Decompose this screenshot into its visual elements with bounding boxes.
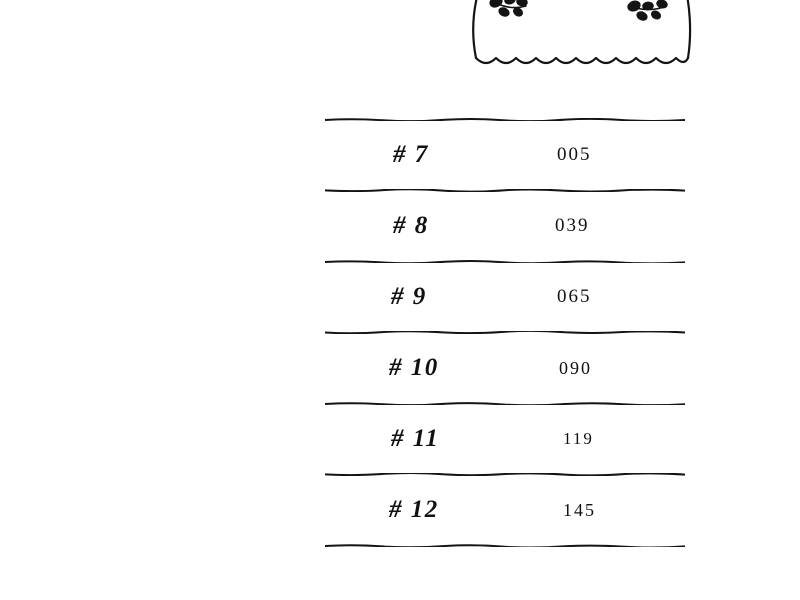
decorative-header-drawing (440, 0, 720, 68)
page-number: 039 (555, 215, 590, 236)
page-number: 065 (557, 286, 592, 307)
table-row[interactable] (325, 121, 685, 189)
table-row[interactable] (325, 192, 685, 260)
page-number: 145 (563, 499, 596, 520)
table-row[interactable] (325, 405, 685, 473)
table-row[interactable] (325, 476, 685, 544)
chapter-label: # 10 (389, 354, 439, 381)
toc-divider (325, 544, 685, 547)
table-row[interactable] (325, 334, 685, 402)
chapter-label: # 9 (391, 283, 427, 310)
chapter-label: # 11 (391, 425, 440, 452)
table-of-contents (325, 118, 685, 547)
chapter-label: # 12 (389, 496, 439, 523)
table-row[interactable] (325, 263, 685, 331)
chapter-label: # 8 (393, 212, 429, 239)
page-number: 119 (563, 429, 594, 448)
page-number: 005 (557, 144, 592, 165)
page-number: 090 (559, 357, 592, 378)
chapter-label: # 7 (393, 141, 429, 168)
